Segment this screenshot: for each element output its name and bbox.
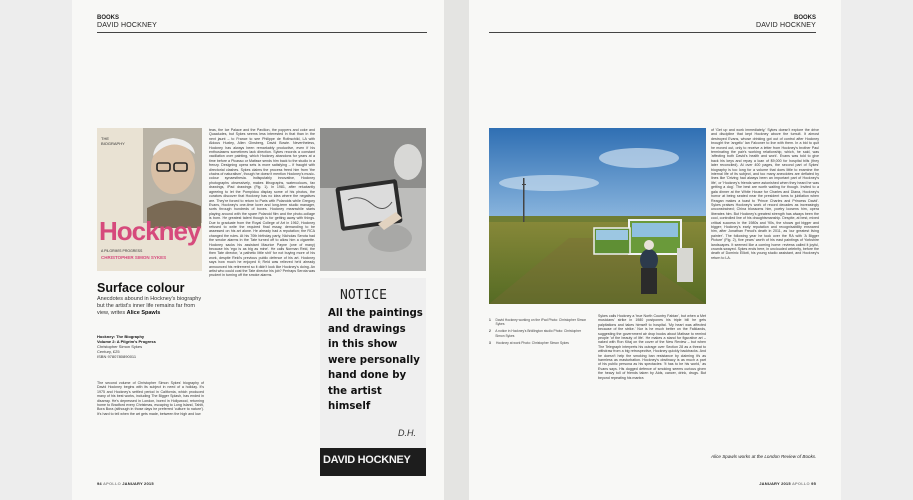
notice-line-6: the artist xyxy=(328,385,382,397)
text-column-4 xyxy=(711,128,819,450)
ipad-photo xyxy=(320,128,426,271)
notice-signature: D.H. xyxy=(398,428,416,438)
caption-1 xyxy=(489,318,589,326)
right-footer-date: JANUARY 2015 xyxy=(759,481,791,486)
book-isbn: ISBN 9780780890011 xyxy=(97,354,137,359)
left-header-rule xyxy=(97,32,427,33)
caption-2-text: A notice in Hockney's Bridlington studio Photo: Christopher Simon Sykes xyxy=(495,329,582,338)
right-footer xyxy=(759,481,816,486)
left-page-number: 94 xyxy=(97,481,102,486)
right-footer-magazine: APOLLO xyxy=(791,481,810,486)
standfirst-text: Anecdotes abound in Hockney's biography but the artist's inner life remains far from view, writes xyxy=(97,296,202,316)
left-header-section: BOOKS xyxy=(97,15,120,21)
column-4-text: of 'Get up and work immediately,' Sykes doesn't explore the drive and discipline that kept Hockney above the tumult. It almost destroyed Evans, whose drinking got out of control after Hockney brought the 'angelic' Ian Falconer to live with them. In a bid to quit he moved out, only to receive a letter from Hockney's brother Paul terminating the pair's working relationship, which, he said, was 'affecting both David's health and work'. Evans was told to give back his keys and repay a loan of $9,000 for hospital bills (they later reconciled). At over 400 pages, the second part of Sykes' biography is too long for a volume that does little to examine the internal life of its subject, and too many anecdotes are deflated by lines like 'Driving had always been an important part of Hockney's life', or 'Hockney's friends were astonished when they heard he was getting a dog'. The best are worth waiting for though. Invited to a gala dinner at the White House for Charles and Diana, Hockney's horror at being seated near the president turns to jubilation when Reagan makes a toast to 'Prince Charles and Princess David'. Sykes praises Hockney's work of record decades as increasingly unconstrained; China blossoms him, poetry loosens him, opera liberates him. But Hockney's greatest strength has always been the cool, controlled line of his draughtsmanship. Despite, at best, mixed critical success in the 1980s and '90s, the shows got bigger and bigger; Hockney's early reputation and recognisability ensnared him, after Jonathan Freud's death in 2011, as 'our greatest living painter'. The following year he took over the RA with 'A Bigger Picture' (Fig. 2), five years' worth of his east paintings of Yorkshire landscapes. It seemed like a coming home: reviews called it joyful, crowds swayed. Sykes ends here, in unclouded celebrity, before the death of Dominic Elliott, his young studio assistant, and Hockney's return to LA. xyxy=(711,128,819,260)
left-footer-magazine: APOLLO xyxy=(103,481,121,486)
notice-poster xyxy=(320,448,426,476)
caption-3 xyxy=(489,341,589,345)
column-3-text: Sykes calls Hockney a 'true North Country Fabian', but when a Met musicians' strike in 1980 postpones his triple bill he gets palpitations and takes himself to hospital. 'My heart was affected because of the strike.' Nor is he much better on the Falklands, suggesting the government air drop books about Matisse to remind people 'of the beauty of life'. He makes a stand for figurative art – naked with Ron Kitaj on the cover of the New Review – but when The Telegraph interprets his outrage over Section 28 as a threat to withdraw from a big retrospective, Hockney quickly backtracks. And he doesn't help the smoking ban resistance by claiming it's as harmless as masturbation. Hockney's obstinacy is as much a part of his public persona as his spectacles: 'It has to be his world,' as Evans says. His dogged defence of smoking seems curious given the heavy toll of friends taken by Aids, cancer, drink, drugs. But beyond repeating his mantra xyxy=(598,314,706,380)
notice-line-5: hand done by xyxy=(328,370,407,381)
right-page-number: 95 xyxy=(811,481,816,486)
notice-text xyxy=(328,306,424,415)
cover-subtitle: A PILGRIM'S PROGRESS xyxy=(101,249,143,253)
notice-poster-text: DAVID HOCKNEY xyxy=(323,454,411,466)
left-footer-date: JANUARY 2015 xyxy=(122,481,154,486)
text-column-1 xyxy=(97,381,204,479)
notice-heading: NOTICE xyxy=(340,288,387,303)
caption-2-number: 2 xyxy=(489,329,491,334)
left-header-subject: DAVID HOCKNEY xyxy=(97,22,158,29)
review-standfirst xyxy=(97,296,205,316)
reviewer-endnote: Alice Spawls works at the London Review of Books. xyxy=(711,454,817,459)
right-header-section: BOOKS xyxy=(793,15,816,21)
landscape-photo-illustration xyxy=(489,128,706,304)
notice-line-4: were personally xyxy=(328,354,420,366)
notice-line-7: himself xyxy=(328,401,371,412)
text-column-3 xyxy=(598,314,706,479)
ipad-photo-illustration xyxy=(320,128,426,271)
caption-2 xyxy=(489,329,589,337)
caption-3-number: 3 xyxy=(489,340,491,345)
text-column-2 xyxy=(209,128,315,478)
page-gutter xyxy=(444,0,469,500)
reviewer-name: Alice Spawls xyxy=(126,309,161,316)
book-author: Christopher Simon Sykes xyxy=(97,344,143,349)
book-cover-image xyxy=(97,128,202,271)
caption-1-text: David Hockney working on the iPad Photo: Christopher Simon Sykes xyxy=(495,318,587,327)
notice-line-1: All the paintings xyxy=(328,308,423,319)
cover-title: Hockney xyxy=(99,216,201,246)
column-2-text: teas, the Ice Palace and the Pavilion, the poppers and coke and Quaaludes, but Sykes seems less interested in that than in the next jaunt – to France to see Philippe de Rothschild, LA with Aldous Huxley, Allen Ginsberg, David Bowie. Nevertheless, Hockney has always been remarkably productive, even if his enthusiasms sometimes lack direction. Sykes records a constant vacillation over painting, which Hockney abandons for years at a time before a Picasso or Matisse sends him back to the studio in a frenzy. Designing opera sets is more satisfying – if fraught with directorial clashes. Sykes claims the process freed him from 'the chains of naturalism', though he doesn't mention Hockney's music-colour synaesthesia. Indisputably innovative, Hockney photographs obsessively, makes lithographs, watercolours, fax drawings, iPad drawings (Fig. 1). In 1981, after reluctantly agreeing to let the Pompidou display some of his photos, the curators discover that Hockney has no idea where the negatives are. They're forced to return to Paris with Polaroids while Gregory Evans, Hockney's one-time lover and long-term studio manager, sorts through hundreds of boxes. Hockney meanwhile starts playing around with the spare Polaroid film and the photo-collage is born. He greatest talent though is for getting away with things. Due to graduate from the Royal College of Art in 1962, Hockney refused to write the required final essay, demanding to be assessed on his art alone. He already had a reputation; the RCA changed the rules. At his 70th birthday party, Nicholas Serota had the smoke alarms in the Tate turned off to allow him a cigarette. Hockney sacks his assistant Maurice Payne (one of many) because his 'ego is as big as mine'. He calls Norman Reid, the then Tate director, 'a pathetic little shit' for not buying more of his work, despite Reid's previous public defence of his art. Hockney says how much he enjoyed it; Reid was relieved he'd already announced his retirement so it didn't look like Hockney's doing. An artist who could cost the Tate director his job? Perhaps Serota was prudent in turning off the smoke alarms. xyxy=(209,128,315,278)
book-title: Hockney: The Biography xyxy=(97,334,145,339)
photo-captions xyxy=(489,318,589,348)
book-info xyxy=(97,334,205,359)
caption-1-number: 1 xyxy=(489,318,491,322)
column-1-text: The second volume of Christopher Simon Sykes' biography of David Hockney begins with its subject in need of a holiday. It's 1975 and Hockney's settled period in California, which produced many of his best works, including The Bigger Splash, has ended in disarray. He's depressed in London, bored in Hollywood, returning home to Bradford every Christmas, escaping to Long Island, Tahiti, Bora Bora (although in those days he preferred 'culture to nature'). It's hard to tell when the art gets made, between the high and low xyxy=(97,381,204,416)
review-title: Surface colour xyxy=(97,281,185,295)
notice-line-2: and drawings xyxy=(328,323,406,335)
left-footer xyxy=(97,481,154,486)
book-publisher: Century, £25 xyxy=(97,349,120,354)
notice-photo xyxy=(320,278,426,476)
notice-line-3: in this show xyxy=(328,339,398,350)
cover-top-label: THE BIOGRAPHY xyxy=(101,136,125,146)
caption-3-text: Hockney at work Photo: Christopher Simon Sykes xyxy=(496,340,569,345)
left-header xyxy=(97,15,157,29)
right-header xyxy=(756,15,816,29)
landscape-photo xyxy=(489,128,706,304)
cover-author: CHRISTOPHER SIMON SYKES xyxy=(101,255,167,260)
book-volume: Volume 2: A Pilgrim's Progress xyxy=(97,339,156,344)
right-header-rule xyxy=(489,32,816,33)
right-header-subject: DAVID HOCKNEY xyxy=(755,22,816,29)
